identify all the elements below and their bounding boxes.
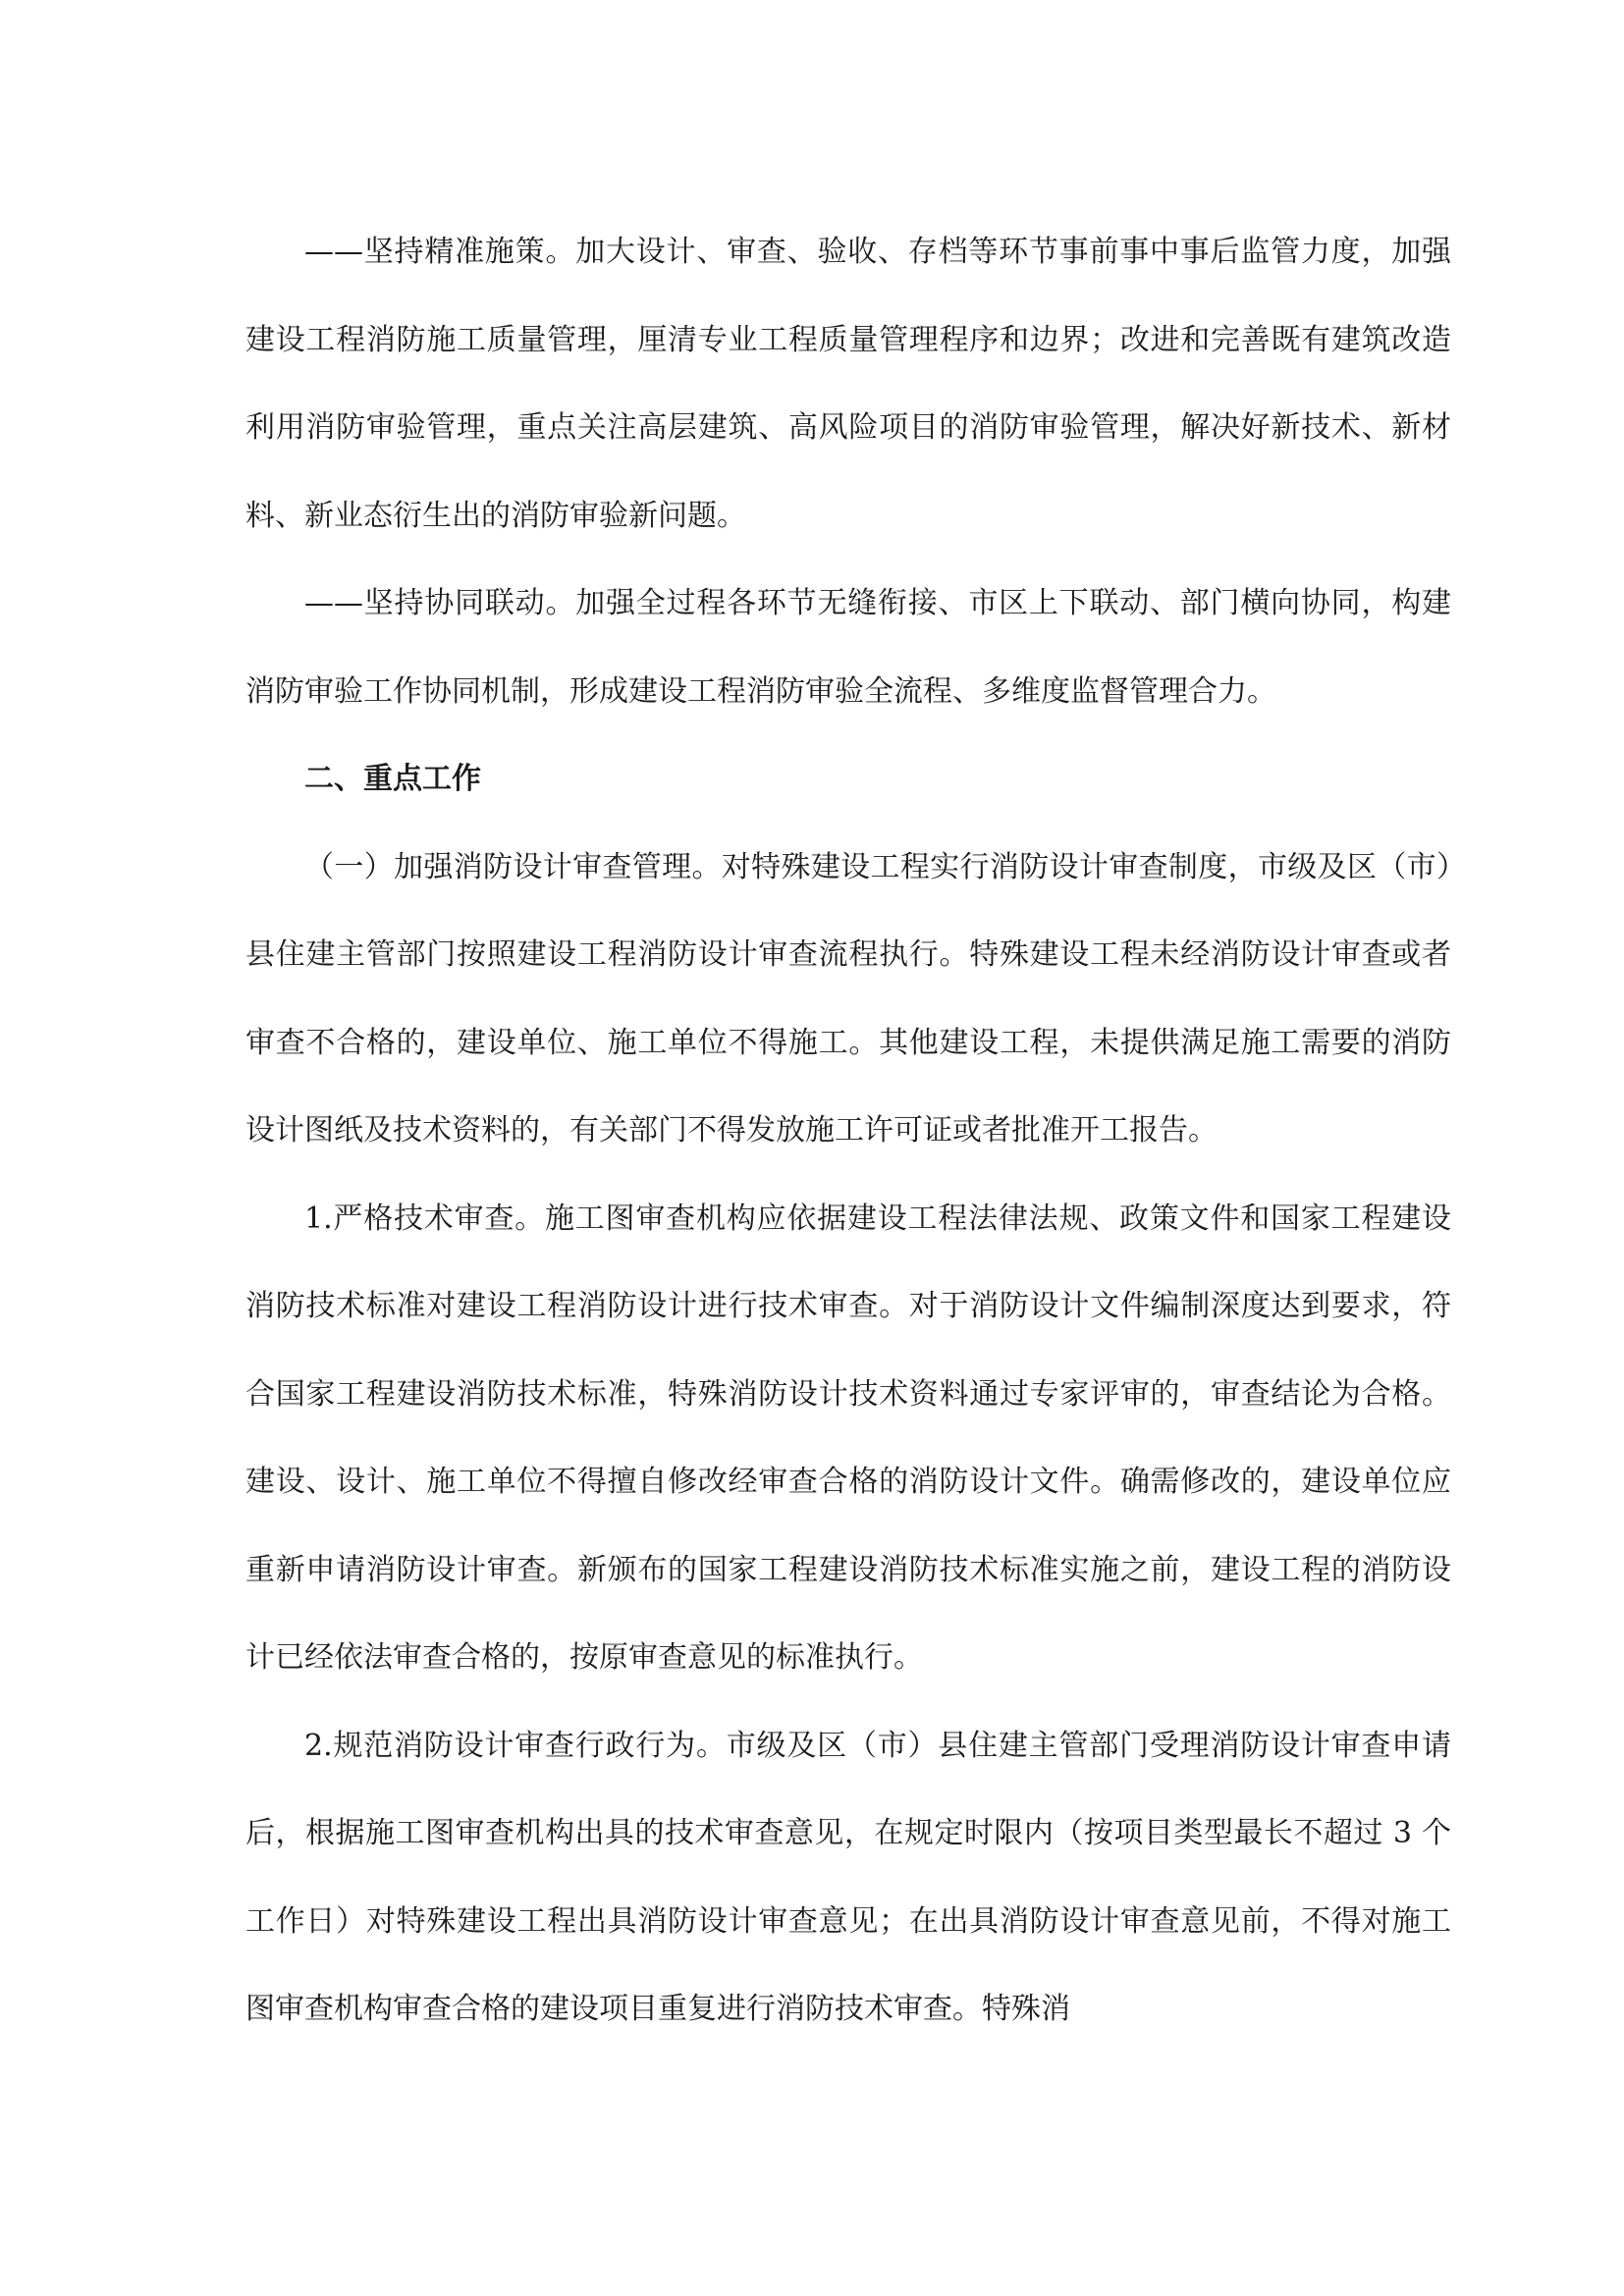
paragraph-technical-review: 1.严格技术审查。施工图审查机构应依据建设工程法律法规、政策文件和国家工程建设消防技术标准对建设工程消防设计进行技术审查。对于消防设计文件编制深度达到要求，符合国家工程建设消防技术标准，特殊消防设计技术资料通过专家评审的，审查结论为合格。建设、设计、施工单位不得擅自修改经审查合格的消防设计文件。确需修改的，建设单位应重新申请消防设计审查。新颁布的国家工程建设消防技术标准实施之前，建设工程的消防设计已经依法审查合格的，按原审查意见的标准执行。 bbox=[245, 1201, 1451, 1675]
paragraph-design-review-management: （一）加强消防设计审查管理。对特殊建设工程实行消防设计审查制度，市级及区（市）县住建主管部门按照建设工程消防设计审查流程执行。特殊建设工程未经消防设计审查或者审查不合格的，建设单位、施工单位不得施工。其他建设工程，未提供满足施工需要的消防设计图纸及技术资料的，有关部门不得发放施工许可证或者批准开工报告。 bbox=[245, 849, 1451, 1148]
paragraph-administrative-review: 2.规范消防设计审查行政行为。市级及区（市）县住建主管部门受理消防设计审查申请后，根据施工图审查机构出具的技术审查意见，在规定时限内（按项目类型最长不超过 3 个工作日）对特殊建设工程出具消防设计审查意见；在出具消防设计审查意见前，不得对施工图审查机构审查合格的建设项目重复进行消防技术审查。特殊消 bbox=[245, 1728, 1451, 2026]
paragraph-precision-policy: ——坚持精准施策。加大设计、审查、验收、存档等环节事前事中事后监管力度，加强建设工程消防施工质量管理，厘清专业工程质量管理程序和边界；改进和完善既有建筑改造利用消防审验管理，重点关注高层建筑、高风险项目的消防审验管理，解决好新技术、新材料、新业态衍生出的消防审验新问题。 bbox=[245, 235, 1451, 533]
document-body bbox=[245, 208, 1451, 2054]
paragraph-coordination: ——坚持协同联动。加强全过程各环节无缝衔接、市区上下联动、部门横向协同，构建消防审验工作协同机制，形成建设工程消防审验全流程、多维度监督管理合力。 bbox=[245, 586, 1451, 709]
section-heading-key-work: 二、重点工作 bbox=[304, 762, 481, 796]
